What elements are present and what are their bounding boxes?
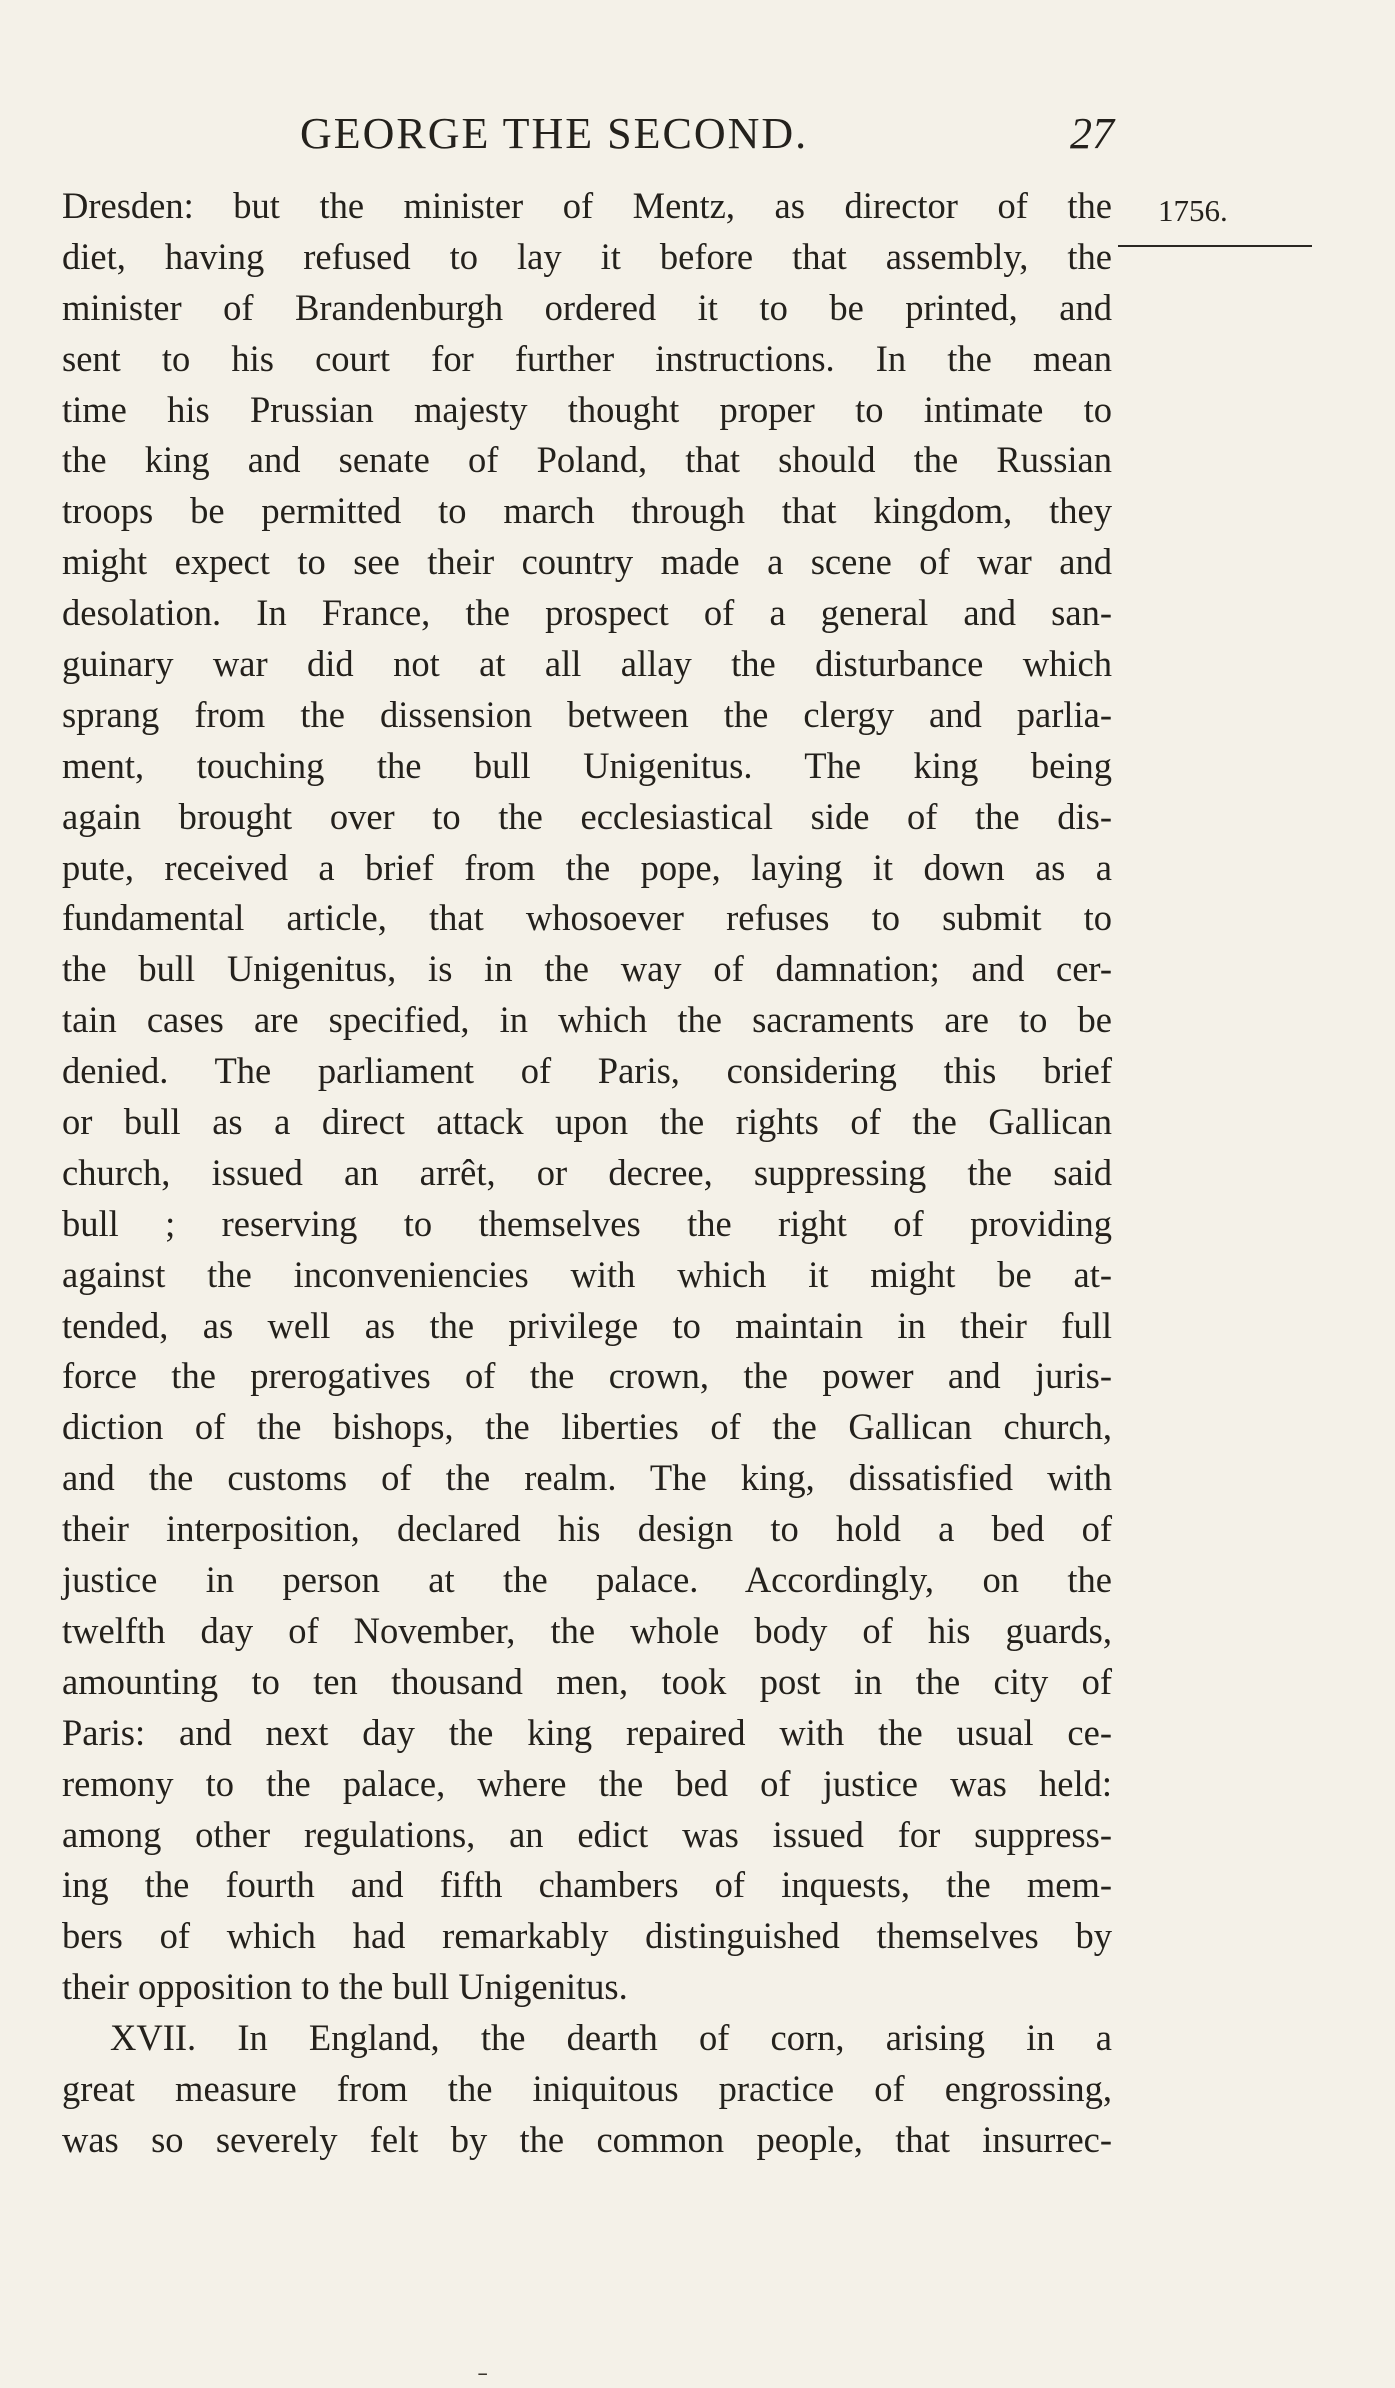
text-line: tended, as well as the privilege to maintain in their full [62,1304,1112,1346]
text-line: guinary war did not at all allay the disturbance which [62,643,1112,685]
margin-rule-divider [1118,245,1312,247]
text-line: remony to the palace, where the bed of justice was held: [62,1762,1112,1804]
text-line: diction of the bishops, the liberties of the Gallican church, [62,1406,1112,1448]
text-line: great measure from the iniquitous practice of engrossing, [62,2067,1112,2109]
text-line: among other regulations, an edict was issued for suppress- [62,1813,1112,1855]
text-line: amounting to ten thousand men, took post in the city of [62,1660,1112,1702]
text-line: was so severely felt by the common people, that insurrec- [62,2118,1112,2160]
text-line: troops be permitted to march through that kingdom, they [62,490,1112,532]
text-line: time his Prussian majesty thought proper to intimate to [62,388,1112,430]
text-line: sprang from the dissension between the clergy and parlia- [62,693,1112,735]
text-line: bers of which had remarkably distinguished themselves by [62,1915,1112,1957]
text-line: twelfth day of November, the whole body of his guards, [62,1609,1112,1651]
margin-year-note: 1756. [1158,193,1228,228]
text-line: sent to his court for further instructions. In the mean [62,337,1112,379]
text-line: diet, having refused to lay it before that assembly, the [62,235,1112,277]
text-line: might expect to see their country made a scene of war and [62,541,1112,583]
text-line: Paris: and next day the king repaired with the usual ce- [62,1711,1112,1753]
stray-ink-mark: ˗ [478,2356,488,2387]
text-line: again brought over to the ecclesiastical side of the dis- [62,795,1112,837]
text-line: church, issued an arrêt, or decree, suppressing the said [62,1151,1112,1193]
body-text [62,181,1112,2166]
section-start-line: XVII. In England, the dearth of corn, arising in a [110,2017,1112,2059]
text-line: bull ; reserving to themselves the right of providing [62,1202,1112,1244]
text-line: the bull Unigenitus, is in the way of damnation; and cer- [62,948,1112,990]
text-line: justice in person at the palace. Accordingly, on the [62,1559,1112,1601]
text-line: or bull as a direct attack upon the rights of the Gallican [62,1101,1112,1143]
text-line: and the customs of the realm. The king, dissatisfied with [62,1457,1112,1499]
text-line: ing the fourth and fifth chambers of inquests, the mem- [62,1864,1112,1906]
text-line: pute, received a brief from the pope, laying it down as a [62,846,1112,888]
text-line: fundamental article, that whosoever refuses to submit to [62,897,1112,939]
running-head-title: GEORGE THE SECOND. [300,109,809,158]
page-number: 27 [1070,109,1114,158]
text-line: ment, touching the bull Unigenitus. The king being [62,744,1112,786]
text-line: the king and senate of Poland, that should the Russian [62,439,1112,481]
text-line: against the inconveniencies with which it might be at- [62,1253,1112,1295]
text-line: their interposition, declared his design to hold a bed of [62,1508,1112,1550]
text-line: Dresden: but the minister of Mentz, as director of the [62,185,1112,226]
text-line: minister of Brandenburgh ordered it to be printed, and [62,286,1112,328]
text-line: denied. The parliament of Paris, considering this brief [62,1050,1112,1092]
text-line: their opposition to the bull Unigenitus. [62,1966,628,2008]
text-line: force the prerogatives of the crown, the power and juris- [62,1355,1112,1397]
running-head [300,108,1120,164]
text-line: tain cases are specified, in which the sacraments are to be [62,999,1112,1041]
text-line: desolation. In France, the prospect of a general and san- [62,592,1112,634]
